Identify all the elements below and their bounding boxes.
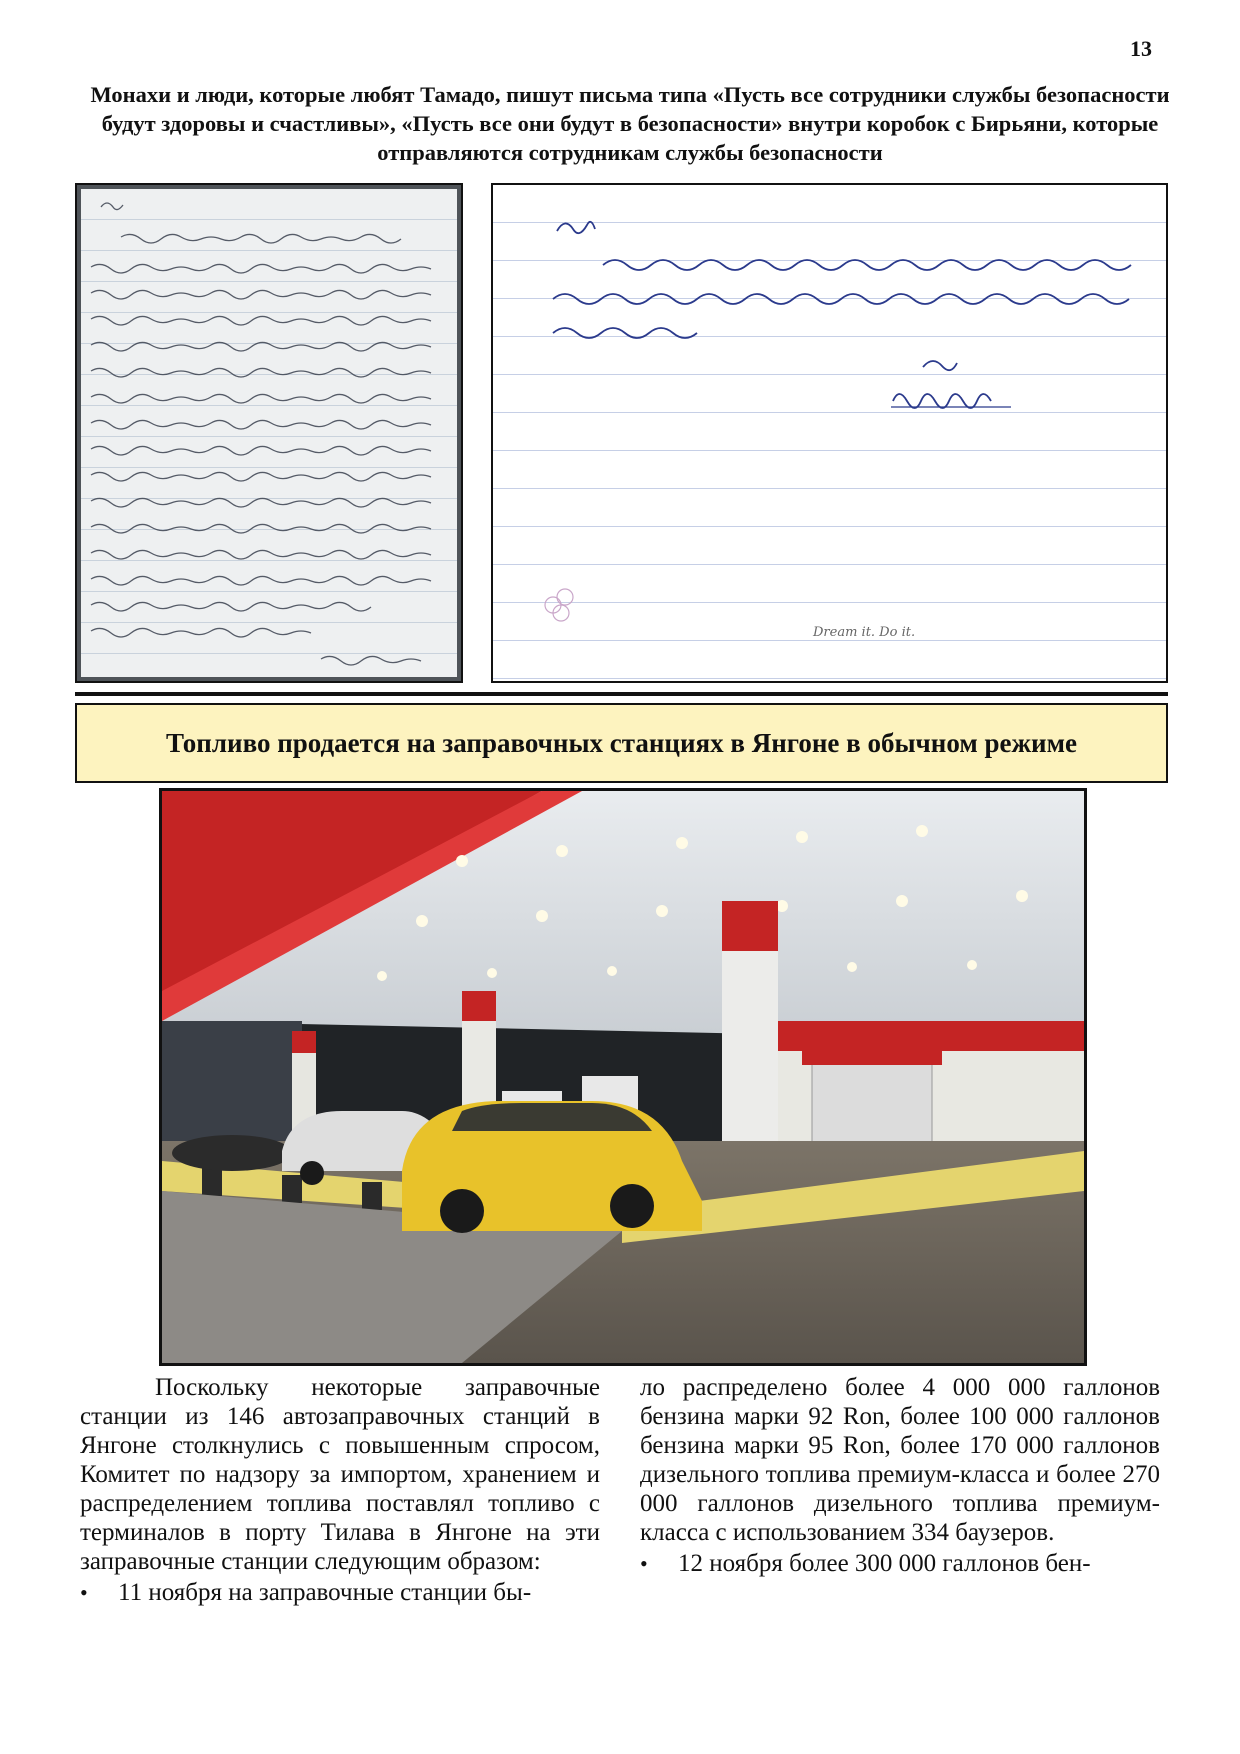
bullet-icon: •	[80, 1580, 88, 1605]
photo-caption: Монахи и люди, которые любят Тамадо, пишут письма типа «Пусть все сотрудники службы безопасности будут здоровы и счастливы», «Пусть все они будут в безопасности» внутри коробок с Бирьяни, которые отправляются сотрудникам службы безопасности	[90, 82, 1170, 165]
handwriting-scribble	[81, 189, 461, 681]
article-paragraph: Поскольку некоторые заправочные станции из 146 автозаправочных станций в Янгоне столкнулись с повышенным спросом, Комитет по надзору за импортом, хранением и распределением топлива поставлял топливо с терминалов в порту Тилава в Янгоне на эти заправочные станции следующим образом:	[80, 1374, 600, 1575]
section-title: Топливо продается на заправочных станциях в Янгоне в обычном режиме	[166, 727, 1077, 758]
bullet-icon: •	[640, 1551, 648, 1576]
article-column-left	[80, 1373, 600, 1607]
section-divider	[75, 692, 1168, 696]
handwriting-scribble	[493, 185, 1166, 681]
handwritten-letter-photo-left	[75, 183, 463, 683]
section-title-banner	[75, 703, 1168, 783]
article-paragraph-continuation: ло распределено более 4 000 000 галлонов бензина марки 92 Ron, более 100 000 галлонов бензина марки 95 Ron, более 170 000 галлонов дизельного топлива премиум-класса и более 270 000 галлонов дизельного топлива премиум-класса с использованием 334 баузеров.	[640, 1374, 1160, 1546]
article-column-right	[640, 1373, 1160, 1578]
list-item	[80, 1578, 600, 1607]
list-item-text: 11 ноября на заправочные станции бы-	[118, 1579, 532, 1606]
notebook-footer-text: Dream it. Do it.	[813, 625, 916, 640]
gas-station-illustration	[162, 791, 1084, 1363]
handwritten-letter-photo-right	[491, 183, 1168, 683]
page-number: 13	[1130, 36, 1152, 61]
list-item-text: 12 ноября более 300 000 галлонов бен-	[678, 1550, 1091, 1577]
list-item	[640, 1549, 1160, 1578]
gas-station-photo	[159, 788, 1087, 1366]
